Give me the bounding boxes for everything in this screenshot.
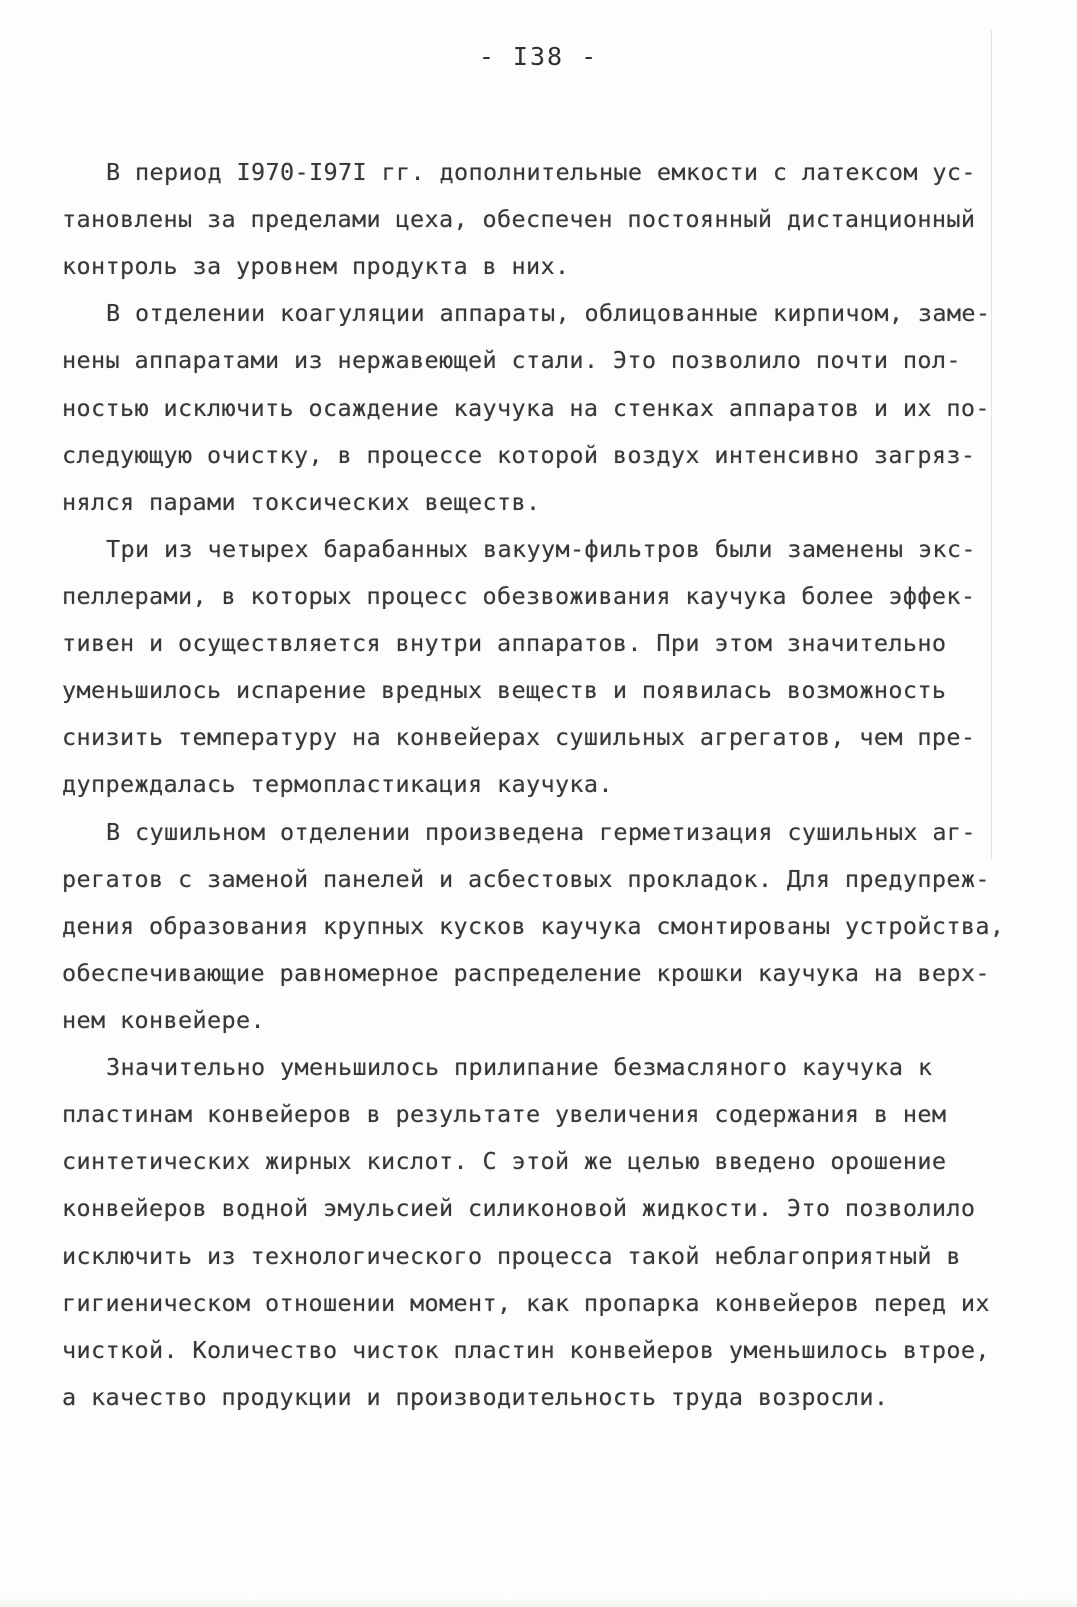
text-line: дупреждалась термопластикация каучука. [62, 770, 613, 798]
text-line: тивен и осуществляется внутри аппаратов. При этом значительно [62, 629, 947, 657]
text-line: пластинам конвейеров в результате увеличения содержания в нем [62, 1100, 947, 1128]
text-line: гигиеническом отношении момент, как пропарка конвейеров перед их [62, 1289, 990, 1317]
text-line: тановлены за пределами цеха, обеспечен постоянный дистанционный [62, 205, 976, 233]
text-line: обеспечивающие равномерное распределение крошки каучука на верх- [62, 959, 990, 987]
text-line: исключить из технологического процесса такой неблагоприятный в [62, 1242, 961, 1270]
page-number: - I38 - [478, 42, 599, 71]
page-edge-shadow [0, 1597, 1077, 1607]
text-line: нялся парами токсических веществ. [62, 488, 541, 516]
text-line: уменьшилось испарение вредных веществ и появилась возможность [62, 676, 947, 704]
text-line: а качество продукции и производительность труда возросли. [62, 1383, 889, 1411]
text-line: пеллерами, в которых процесс обезвоживания каучука более эффек- [62, 582, 976, 610]
text-line: контроль за уровнем продукта в них. [62, 252, 570, 280]
text-line: следующую очистку, в процессе которой воздух интенсивно загряз- [62, 441, 976, 469]
text-line: В сушильном отделении произведена герметизация сушильных аг- [106, 818, 976, 846]
text-line: Три из четырех барабанных вакуум-фильтров были заменены экс- [106, 535, 976, 563]
text-line: снизить температуру на конвейерах сушильных агрегатов, чем пре- [62, 723, 976, 751]
text-line: Значительно уменьшилось прилипание безмасляного каучука к [106, 1053, 933, 1081]
text-line: чисткой. Количество чисток пластин конвейеров уменьшилось втрое, [62, 1336, 990, 1364]
text-line: нены аппаратами из нержавеющей стали. Это позволило почти пол- [62, 346, 961, 374]
margin-rule [991, 30, 992, 860]
text-line: конвейеров водной эмульсией силиконовой жидкости. Это позволило [62, 1194, 976, 1222]
text-line: ностью исключить осаждение каучука на стенках аппаратов и их по- [62, 394, 990, 422]
text-line: дения образования крупных кусков каучука смонтированы устройства, [62, 912, 1005, 940]
text-line: нем конвейере. [62, 1006, 265, 1034]
text-line: В отделении коагуляции аппараты, облицованные кирпичом, заме- [106, 299, 991, 327]
text-line: синтетических жирных кислот. С этой же целью введено орошение [62, 1147, 947, 1175]
text-line: регатов с заменой панелей и асбестовых прокладок. Для предупреж- [62, 865, 990, 893]
text-line: В период I970-I97I гг. дополнительные емкости с латексом ус- [106, 158, 976, 186]
